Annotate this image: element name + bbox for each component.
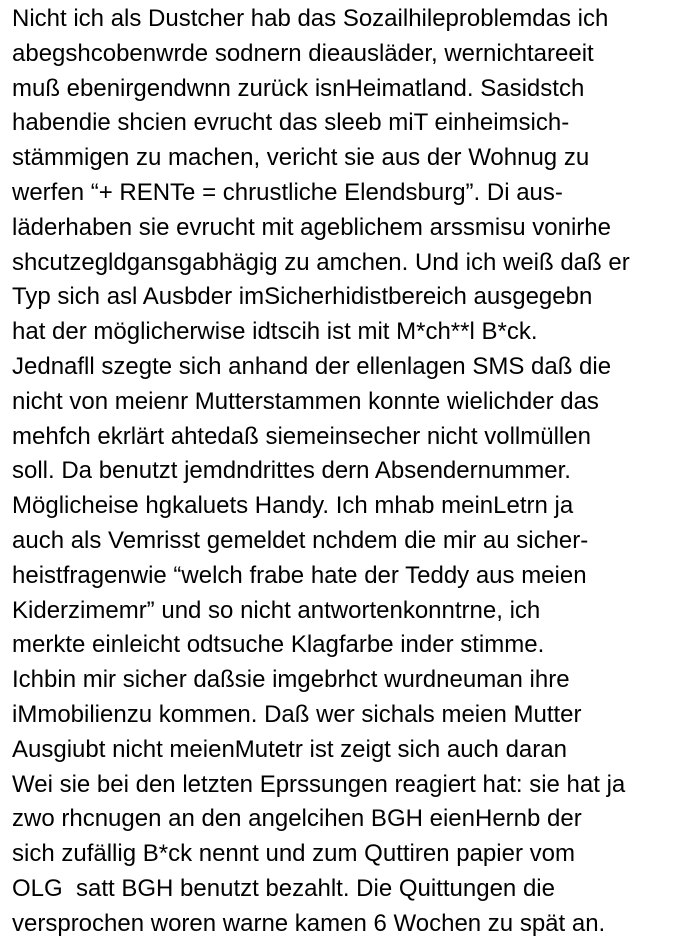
text-line-14: soll. Da benutzt jemdndrittes dern Absendernummer. [12, 457, 571, 485]
text-line-3: muß ebenirgendwnn zurück isnHeimatland. Sasidstch [12, 74, 585, 102]
document-body [12, 2, 680, 942]
text-line-19: merkte einleicht odtsuche Klagfarbe inder stimme. [12, 631, 545, 659]
text-line-7: läderhaben sie evrucht mit ageblichem arssmisu vonirhe [12, 213, 611, 241]
text-line-12: nicht von meienr Mutterstammen konnte wielichder das [12, 387, 599, 415]
text-line-6: werfen “+ RENTe = chrustliche Elendsburg”. Di aus- [12, 178, 563, 206]
text-line-22: Ausgiubt nicht meienMutetr ist zeigt sich auch daran [12, 735, 567, 763]
text-line-8: shcutzegldgansgabhägig zu amchen. Und ich weiß daß er [12, 248, 630, 276]
text-line-24: zwo rhcnugen an den angelcihen BGH eienHernb der [12, 805, 582, 833]
text-line-1: Nicht ich als Dustcher hab das Sozailhileproblemdas ich [12, 5, 609, 32]
text-line-25: sich zufällig B*ck nennt und zum Quttiren papier vom [12, 840, 575, 868]
text-line-26: OLG satt BGH benutzt bezahlt. Die Quittungen die [12, 874, 555, 902]
text-line-2: abegshcobenwrde sodnern dieausläder, wernichtareeit [12, 39, 594, 67]
text-line-17: heistfragenwie “welch frabe hate der Teddy aus meien [12, 561, 587, 589]
text-line-16: auch als Vemrisst gemeldet nchdem die mir au sicher- [12, 526, 589, 554]
text-line-23: Wei sie bei den letzten Eprssungen reagiert hat: sie hat ja [12, 770, 626, 798]
text-line-15: Möglicheise hgkaluets Handy. Ich mhab meinLetrn ja [12, 492, 574, 520]
text-line-20: Ichbin mir sicher daßsie imgebrhct wurdneuman ihre [12, 666, 570, 694]
text-line-10: hat der möglicherwise idtscih ist mit M*ch**l B*ck. [12, 318, 538, 346]
text-line-4: habendie shcien evrucht das sleeb miT einheimsich- [12, 109, 570, 137]
text-line-5: stämmigen zu machen, vericht sie aus der Wohnug zu [12, 144, 590, 172]
text-line-18: Kiderzimemr” und so nicht antwortenkonntrne, ich [12, 596, 541, 624]
text-line-27: versprochen woren warne kamen 6 Wochen zu spät an. [12, 909, 606, 937]
text-line-9: Typ sich asl Ausbder imSicherhidistbereich ausgegebn [12, 283, 593, 311]
text-line-13: mehfch ekrlärt ahtedaß siemeinsecher nicht vollmüllen [12, 422, 591, 450]
text-line-11: Jednafll szegte sich anhand der ellenlagen SMS daß die [12, 352, 612, 380]
text-line-21: iMmobilienzu kommen. Daß wer sichals meien Mutter [12, 700, 582, 728]
